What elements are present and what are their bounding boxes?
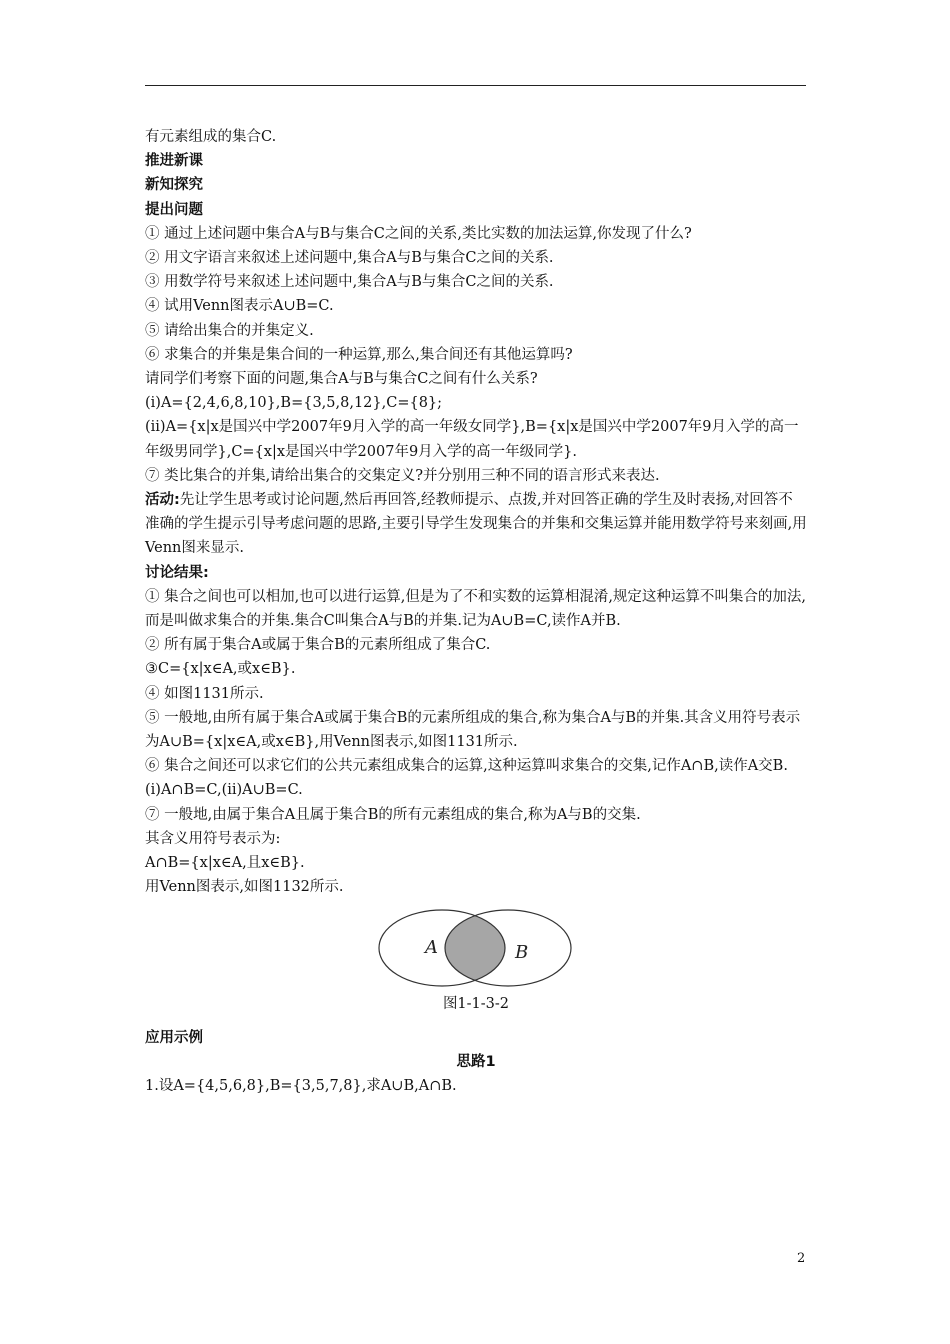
result-10: 用Venn图表示,如图1132所示.	[145, 879, 344, 896]
question-7: ⑦ 类比集合的并集,请给出集合的交集定义?并分别用三种不同的语言形式来表达.	[145, 467, 660, 484]
activity-text: 先让学生思考或讨论问题,然后再回答,经教师提示、点拨,并对回答正确的学生及时表扬,对回答不准确的学生提示引导考虑问题的思路,主要引导学生发现集合的并集和交集运算并能用数学符号来刻画,用Venn图来显示.	[145, 492, 807, 557]
result-3: ③C={x|x∈A,或x∈B}.	[145, 661, 296, 678]
subsection-heading: 思路1	[456, 1053, 496, 1070]
section-heading: 应用示例	[145, 1029, 203, 1046]
question-6: ⑥ 求集合的并集是集合间的一种运算,那么,集合间还有其他运算吗?	[145, 346, 573, 363]
result-8: 其含义用符号表示为:	[145, 830, 281, 847]
figure-caption: 图1-1-3-2	[442, 995, 510, 1012]
question-1: ① 通过上述问题中集合A与B与集合C之间的关系,类比实数的加法运算,你发现了什么?	[145, 225, 692, 242]
set-b-label: B	[515, 941, 529, 963]
section-heading: 新知探究	[145, 177, 203, 194]
page-body	[145, 125, 807, 1098]
section-heading: 讨论结果:	[145, 564, 209, 581]
result-9: A∩B={x|x∈A,且x∈B}.	[145, 855, 305, 872]
result-1: ① 集合之间也可以相加,也可以进行运算,但是为了不和实数的运算相混淆,规定这种运算不叫集合的加法,而是叫做求集合的并集.集合C叫集合A与B的并集.记为A∪B=C,读作A并B.	[145, 588, 807, 630]
question-3: ③ 用数学符号来叙述上述问题中,集合A与B与集合C之间的关系.	[145, 274, 554, 291]
example-i: (ⅰ)A={2,4,6,8,10},B={3,5,8,12},C={8};	[145, 395, 443, 412]
result-2: ② 所有属于集合A或属于集合B的元素所组成了集合C.	[145, 637, 491, 654]
activity-paragraph	[145, 488, 807, 561]
set-a-label: A	[425, 936, 438, 958]
exercise-1: 1.设A={4,5,6,8},B={3,5,7,8},求A∪B,A∩B.	[145, 1078, 457, 1095]
result-5: ⑤ 一般地,由所有属于集合A或属于集合B的元素所组成的集合,称为集合A与B的并集.其含义用符号表示为A∪B={x|x∈A,或x∈B},用Venn图表示,如图1131所示.	[145, 709, 801, 751]
section-heading: 提出问题	[145, 201, 203, 218]
header-rule	[145, 85, 806, 86]
page-number: 2	[797, 1251, 806, 1266]
text-line: 有元素组成的集合C.	[145, 129, 277, 145]
question-2: ② 用文字语言来叙述上述问题中,集合A与B与集合C之间的关系.	[145, 250, 554, 267]
question-5: ⑤ 请给出集合的并集定义.	[145, 322, 314, 339]
paragraph: 请同学们考察下面的问题,集合A与B与集合C之间有什么关系?	[145, 371, 538, 388]
section-heading: 推进新课	[145, 153, 203, 170]
venn-diagram	[378, 908, 574, 988]
activity-label: 活动:	[145, 492, 180, 509]
result-4: ④ 如图1131所示.	[145, 685, 264, 702]
result-7: ⑦ 一般地,由属于集合A且属于集合B的所有元素组成的集合,称为A与B的交集.	[145, 806, 641, 823]
question-4: ④ 试用Venn图表示A∪B=C.	[145, 298, 334, 315]
result-6: ⑥ 集合之间还可以求它们的公共元素组成集合的运算,这种运算叫求集合的交集,记作A∩B,读作A交B.(ⅰ)A∩B=C,(ⅱ)A∪B=C.	[145, 758, 788, 799]
example-ii: (ⅱ)A={x|x是国兴中学2007年9月入学的高一年级女同学},B={x|x是国兴中学2007年9月入学的高一年级男同学},C={x|x是国兴中学2007年9月入学的高一年级同学}.	[145, 419, 799, 460]
